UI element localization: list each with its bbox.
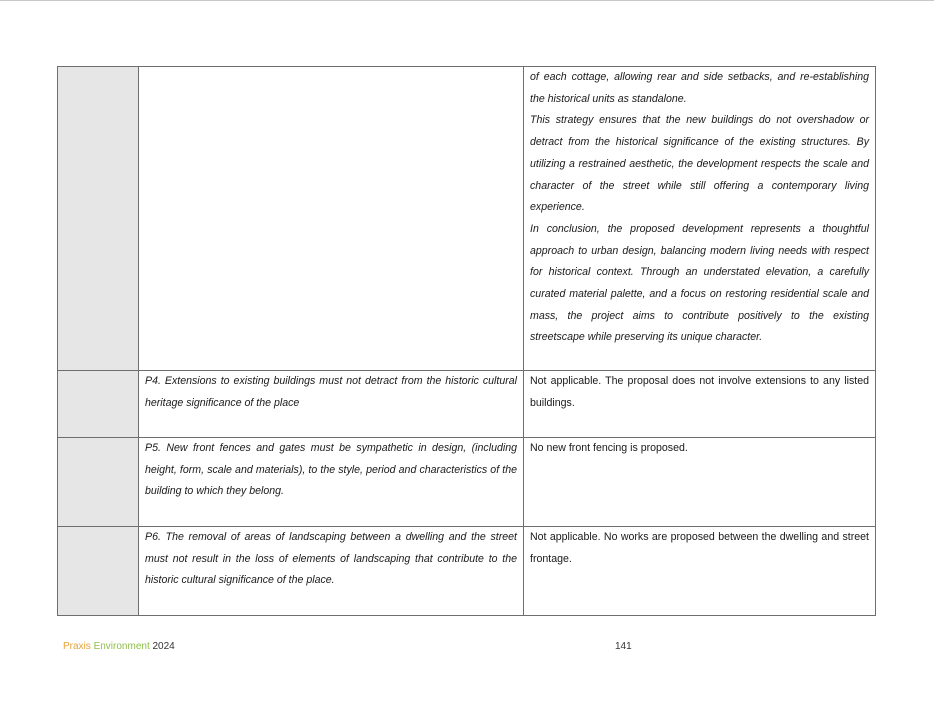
page-top-rule [0, 0, 934, 1]
response-cell: Not applicable. The proposal does not involve extensions to any listed buildings. [524, 371, 876, 438]
side-column-cell [58, 371, 139, 438]
criterion-cell [139, 67, 524, 371]
footer-year: 2024 [152, 641, 175, 652]
response-cell: No new front fencing is proposed. [524, 438, 876, 527]
side-column-cell [58, 438, 139, 527]
response-paragraph: of each cottage, allowing rear and side setbacks, and re-establishing the historical units as standalone. [530, 71, 869, 105]
table-row [58, 438, 876, 527]
response-cell [524, 67, 876, 371]
side-column-cell [58, 527, 139, 616]
response-paragraph: In conclusion, the proposed development represents a thoughtful approach to urban design, balancing modern living needs with respect for historical context. Through an understated elevation, a carefully curated material palette, and a focus on restoring residential scale and mass, the project aims to contribute positively to the existing streetscape while preserving its unique character. [530, 222, 869, 344]
brand-name-part2: Environment [93, 641, 150, 652]
footer-brand [63, 640, 175, 654]
assessment-table [57, 66, 876, 616]
table-row [58, 527, 876, 616]
response-paragraph: This strategy ensures that the new buildings do not overshadow or detract from the historical significance of the existing structures. By utilizing a restrained aesthetic, the development respects the scale and character of the street while still offering a contemporary living experience. [530, 114, 869, 214]
criterion-cell: P4. Extensions to existing buildings must not detract from the historic cultural heritage significance of the place [139, 371, 524, 438]
page-number: 141 [615, 641, 632, 652]
criterion-cell: P6. The removal of areas of landscaping between a dwelling and the street must not result in the loss of elements of landscaping that contribute to the historic cultural significance of the place. [139, 527, 524, 616]
table-row [58, 67, 876, 371]
criterion-cell: P5. New front fences and gates must be sympathetic in design, (including height, form, scale and materials), to the style, period and characteristics of the building to which they belong. [139, 438, 524, 527]
side-column-cell [58, 67, 139, 371]
brand-name-part1: Praxis [63, 641, 91, 652]
response-cell: Not applicable. No works are proposed between the dwelling and street frontage. [524, 527, 876, 616]
table-row [58, 371, 876, 438]
